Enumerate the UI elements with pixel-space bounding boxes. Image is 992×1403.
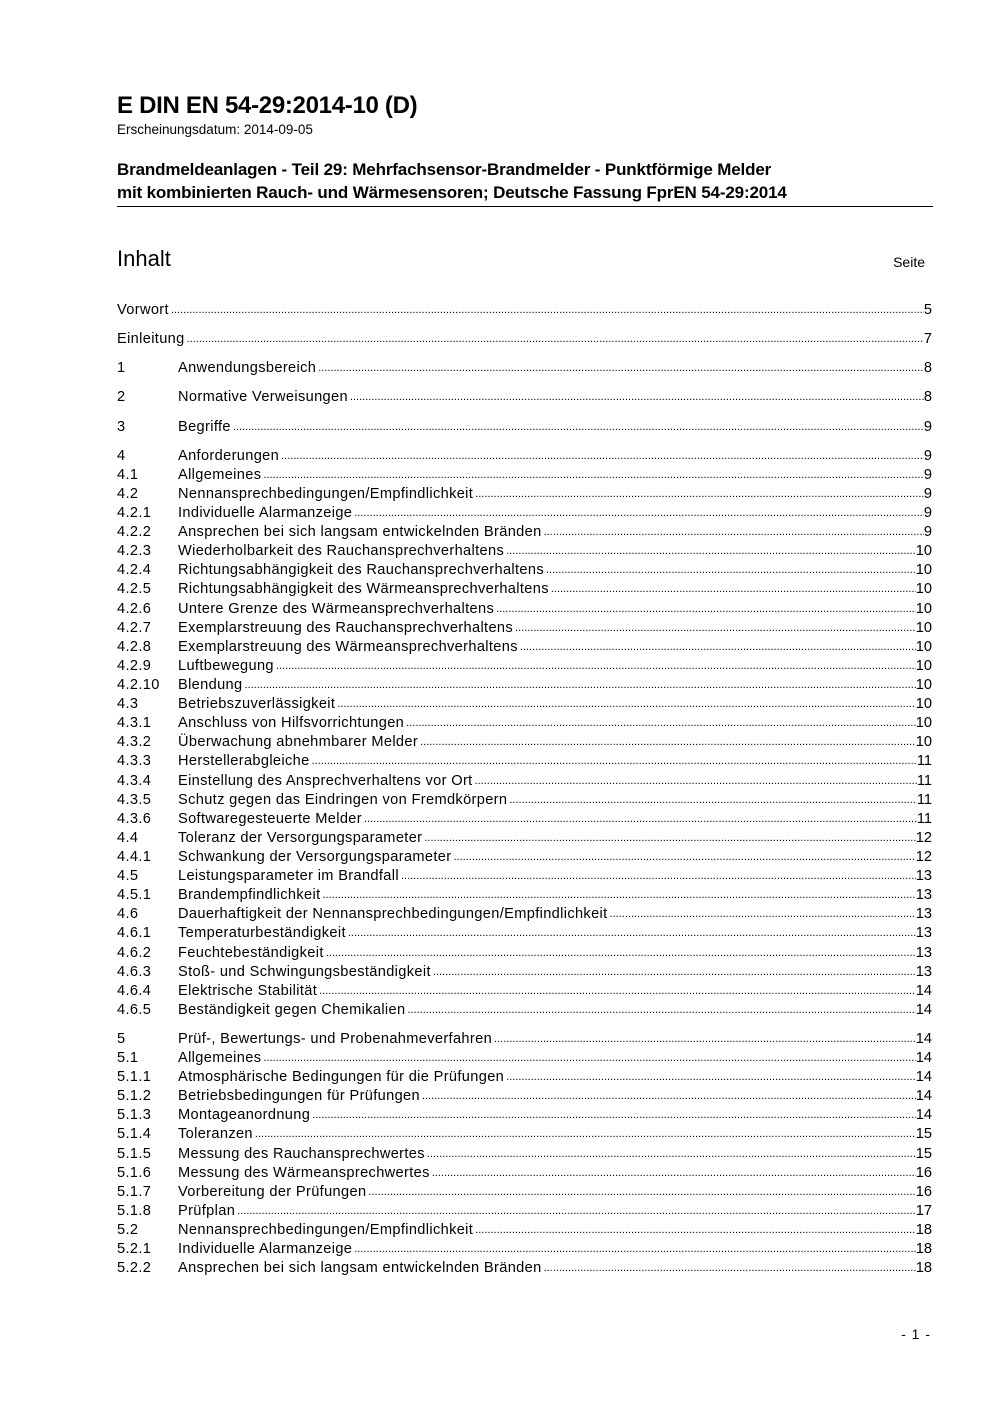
toc-leader-dots [608,905,916,924]
toc-entry-title: Ansprechen bei sich langsam entwickelnden Bränden [178,524,542,541]
toc-entry-title: Wiederholbarkeit des Rauchansprechverhaltens [178,543,505,560]
toc-entry[interactable] [117,388,932,407]
toc-entry-page: 17 [915,1202,932,1219]
toc-leader-dots [473,1221,916,1240]
toc-entry-page: 12 [915,829,932,846]
toc-leader-dots [366,1183,915,1202]
toc-entry-number: 4.2.9 [117,657,152,674]
publication-date: Erscheinungsdatum: 2014-09-05 [117,122,313,137]
toc-entry-title: Nennansprechbedingungen/Empfindlichkeit [178,485,474,502]
toc-entry-number: 1 [117,360,126,377]
toc-entry-number: 5.2.2 [117,1260,152,1277]
toc-entry[interactable] [117,1259,932,1278]
toc-entry-page: 10 [915,715,932,732]
toc-entry-title: Messung des Rauchansprechwertes [178,1145,425,1162]
toc-entry-number: 5 [117,1030,126,1047]
toc-entry-number: 4.5.1 [117,887,152,904]
toc-entry-page: 14 [915,1069,932,1086]
toc-entry-title: Richtungsabhängigkeit des Wärmeansprechverhaltens [178,581,549,598]
toc-entry[interactable] [117,561,932,580]
toc-entry[interactable] [117,924,932,943]
toc-entry-number: 4.6.5 [117,1001,152,1018]
toc-entry[interactable] [117,867,932,886]
toc-entry-number: 4.2.8 [117,638,152,655]
toc-leader-dots [504,1068,916,1087]
toc-entry-number: 4.4.1 [117,848,152,865]
toc-entry-page: 13 [915,906,932,923]
toc-entry-number: 5.1.7 [117,1183,152,1200]
toc-entry-title: Schutz gegen das Eindringen von Fremdkörpern [178,791,508,808]
toc-leader-dots [549,580,916,599]
toc-entry-number: 4.6.2 [117,944,152,961]
toc-entry-number: 4.2.10 [117,676,160,693]
toc-entry-page: 10 [915,638,932,655]
toc-leader-dots [346,924,916,943]
document-subtitle [117,158,933,204]
toc-entry-title: Brandempfindlichkeit [178,887,321,904]
toc-entry-title: Softwaregesteuerte Melder [178,810,362,827]
toc-entry-page: 10 [915,562,932,579]
toc-entry-title: Toleranz der Versorgungsparameter [178,829,423,846]
toc-entry-number: 5.1.4 [117,1126,152,1143]
toc-entry-number: 4.6.1 [117,925,152,942]
toc-leader-dots [242,676,915,695]
toc-leader-dots [422,829,915,848]
toc-entry[interactable] [117,1106,932,1125]
toc-entry-title: Atmosphärische Bedingungen für die Prüfungen [178,1069,505,1086]
toc-entry-page: 10 [915,619,932,636]
toc-entry-number: 5.1.6 [117,1164,152,1181]
toc-entry-page: 13 [915,944,932,961]
toc-entry-title: Individuelle Alarmanzeige [178,504,353,521]
toc-entry[interactable] [117,1001,932,1020]
toc-leader-dots [310,752,917,771]
toc-entry-title: Prüfplan [178,1202,236,1219]
toc-entry[interactable] [117,504,932,523]
toc-entry[interactable] [117,1030,932,1049]
toc-entry[interactable] [117,1068,932,1087]
toc-entry-title: Untere Grenze des Wärmeansprechverhaltens [178,600,495,617]
toc-entry-page: 13 [915,925,932,942]
toc-entry-page: 5 [923,302,932,319]
toc-entry[interactable] [117,447,932,466]
toc-entry-page: 9 [923,466,932,483]
toc-entry-page: 10 [915,600,932,617]
toc-entry-number: 4.3.2 [117,734,152,751]
toc-entry[interactable] [117,580,932,599]
table-of-contents [117,301,932,1278]
toc-entry-page: 9 [923,485,932,502]
toc-entry[interactable] [117,1221,932,1240]
toc-entry-title: Anwendungsbereich [178,360,317,377]
toc-leader-dots [473,485,924,504]
toc-entry[interactable] [117,982,932,1001]
toc-entry-title: Betriebszuverlässigkeit [178,696,336,713]
toc-entry-page: 13 [915,868,932,885]
toc-entry-page: 10 [915,543,932,560]
toc-leader-dots [320,886,915,905]
toc-leader-dots [431,963,916,982]
toc-entry[interactable] [117,657,932,676]
toc-leader-dots [504,542,916,561]
toc-leader-dots [235,1202,916,1221]
toc-entry-title: Normative Verweisungen [178,389,348,406]
toc-entry-number: 4 [117,447,126,464]
toc-entry-number: 4.4 [117,829,139,846]
toc-heading: Inhalt [117,246,171,271]
toc-entry-page: 16 [915,1164,932,1181]
toc-entry-number: 4.2.4 [117,562,152,579]
toc-leader-dots [274,657,916,676]
toc-entry-title: Vorbereitung der Prüfungen [178,1183,367,1200]
toc-leader-dots [544,561,916,580]
toc-entry[interactable] [117,963,932,982]
toc-entry[interactable] [117,848,932,867]
toc-entry[interactable] [117,1125,932,1144]
toc-entry-title: Leistungsparameter im Brandfall [178,868,399,885]
toc-leader-dots [317,982,916,1001]
toc-entry-page: 11 [916,810,932,827]
toc-entry-title: Einstellung des Ansprechverhaltens vor Ort [178,772,473,789]
toc-entry[interactable] [117,1164,932,1183]
toc-entry-number: 5.2 [117,1222,139,1239]
toc-entry[interactable] [117,1240,932,1259]
toc-leader-dots [261,466,924,485]
toc-entry-page: 15 [915,1126,932,1143]
toc-leader-dots [542,523,924,542]
toc-leader-dots [352,504,924,523]
toc-entry-page: 16 [915,1183,932,1200]
toc-leader-dots [404,714,916,733]
toc-entry-number: 4.5 [117,868,139,885]
toc-entry-page: 11 [916,753,932,770]
toc-entry-number: 4.6 [117,906,139,923]
toc-entry[interactable] [117,599,932,618]
toc-leader-dots [316,359,924,378]
toc-leader-dots [231,418,924,437]
toc-entry-title: Überwachung abnehmbarer Melder [178,734,419,751]
toc-leader-dots [494,600,916,619]
toc-entry[interactable] [117,695,932,714]
toc-entry-page: 18 [915,1260,932,1277]
toc-leader-dots [324,944,916,963]
toc-entry-page: 14 [915,1030,932,1047]
toc-entry-number: 5.1.1 [117,1069,152,1086]
toc-entry[interactable] [117,733,932,752]
toc-entry-title: Nennansprechbedingungen/Empfindlichkeit [178,1222,474,1239]
toc-entry[interactable] [117,330,932,349]
toc-entry[interactable] [117,886,932,905]
toc-entry[interactable] [117,714,932,733]
toc-entry-number: 4.2.3 [117,543,152,560]
toc-entry-title: Elektrische Stabilität [178,982,318,999]
toc-leader-dots [362,810,917,829]
toc-entry-page: 10 [915,696,932,713]
toc-entry-page: 14 [915,1107,932,1124]
toc-entry-page: 12 [915,848,932,865]
toc-entry[interactable] [117,638,932,657]
toc-entry-title: Schwankung der Versorgungsparameter [178,848,452,865]
toc-leader-dots [279,447,924,466]
toc-leader-dots [399,867,916,886]
toc-entry-title: Ansprechen bei sich langsam entwickelnden Bränden [178,1260,542,1277]
toc-entry-title: Allgemeines [178,466,262,483]
toc-entry[interactable] [117,619,932,638]
toc-entry[interactable] [117,417,932,436]
toc-entry-title: Montageanordnung [178,1107,311,1124]
toc-entry-number: 5.1.8 [117,1202,152,1219]
toc-entry-title: Herstellerabgleiche [178,753,310,770]
toc-entry-number: 5.1 [117,1050,139,1067]
toc-entry[interactable] [117,943,932,962]
toc-entry-page: 7 [923,331,932,348]
toc-entry-number: 4.2.2 [117,524,152,541]
toc-entry-title: Exemplarstreuung des Rauchansprechverhaltens [178,619,514,636]
toc-entry-page: 10 [915,734,932,751]
toc-entry-number: 4.2 [117,485,139,502]
toc-entry-number: 2 [117,389,126,406]
toc-entry-title: Luftbewegung [178,657,274,674]
toc-entry-title: Stoß- und Schwingungsbeständigkeit [178,963,431,980]
subtitle-line-1: Brandmeldeanlagen - Teil 29: Mehrfachsensor-Brandmelder - Punktförmige Melder [117,160,772,179]
toc-entry-page: 11 [916,772,932,789]
toc-entry-number: 4.3.5 [117,791,152,808]
toc-entry-page: 11 [916,791,932,808]
toc-entry-page: 14 [915,982,932,999]
toc-entry-number: 4.3.1 [117,715,152,732]
toc-entry-title: Messung des Wärmeansprechwertes [178,1164,430,1181]
toc-leader-dots [513,619,916,638]
toc-entry-page: 18 [915,1241,932,1258]
page-number: - 1 - [901,1326,931,1342]
toc-entry-number: 4.1 [117,466,139,483]
toc-leader-dots [185,330,924,349]
toc-entry-number: 5.2.1 [117,1241,152,1258]
toc-entry-page: 9 [923,447,932,464]
toc-entry-number: 4.2.6 [117,600,152,617]
subtitle-line-2: mit kombinierten Rauch- und Wärmesensoren; Deutsche Fassung FprEN 54-29:2014 [117,183,787,202]
toc-entry-number: 4.6.4 [117,982,152,999]
toc-entry[interactable] [117,905,932,924]
toc-entry-page: 14 [915,1001,932,1018]
toc-entry-title: Vorwort [117,302,169,319]
toc-leader-dots [261,1049,915,1068]
toc-entry-page: 13 [915,963,932,980]
toc-entry-number: 4.2.5 [117,581,152,598]
toc-entry[interactable] [117,1087,932,1106]
toc-entry-page: 8 [923,389,932,406]
toc-entry-title: Exemplarstreuung des Wärmeansprechverhaltens [178,638,518,655]
toc-entry-page: 10 [915,676,932,693]
document-title: E DIN EN 54-29:2014-10 (D) [117,92,418,119]
toc-entry[interactable] [117,752,932,771]
toc-entry-title: Einleitung [117,331,185,348]
header-divider [117,206,933,207]
toc-entry-number: 4.3.6 [117,810,152,827]
toc-entry[interactable] [117,466,932,485]
toc-entry[interactable] [117,485,932,504]
toc-entry-number: 4.6.3 [117,963,152,980]
toc-entry-number: 4.3.4 [117,772,152,789]
toc-entry-page: 18 [915,1222,932,1239]
toc-entry-title: Temperaturbeständigkeit [178,925,346,942]
toc-entry-page: 14 [915,1088,932,1105]
toc-page-column-label: Seite [893,254,925,270]
toc-entry-number: 4.3 [117,696,139,713]
toc-leader-dots [451,848,915,867]
toc-entry[interactable] [117,359,932,378]
toc-leader-dots [507,791,916,810]
toc-leader-dots [430,1164,916,1183]
toc-entry[interactable] [117,1144,932,1163]
toc-entry-page: 9 [923,504,932,521]
toc-entry[interactable] [117,829,932,848]
toc-entry-page: 9 [923,418,932,435]
toc-entry[interactable] [117,771,932,790]
toc-leader-dots [518,638,916,657]
toc-leader-dots [405,1001,915,1020]
toc-entry-page: 10 [915,657,932,674]
toc-leader-dots [418,733,916,752]
toc-entry-page: 9 [923,524,932,541]
toc-entry-page: 8 [923,360,932,377]
toc-leader-dots [542,1259,916,1278]
toc-entry[interactable] [117,542,932,561]
toc-entry-title: Toleranzen [178,1126,253,1143]
toc-entry-title: Beständigkeit gegen Chemikalien [178,1001,406,1018]
toc-leader-dots [253,1125,916,1144]
toc-entry-number: 4.2.1 [117,504,152,521]
toc-entry-title: Anschluss von Hilfsvorrichtungen [178,715,405,732]
toc-leader-dots [169,301,924,320]
toc-entry[interactable] [117,301,932,320]
toc-entry-page: 15 [915,1145,932,1162]
toc-entry-title: Dauerhaftigkeit der Nennansprechbedingungen/Empfindlichkeit [178,906,608,923]
toc-entry-title: Begriffe [178,418,231,435]
toc-leader-dots [335,695,915,714]
toc-leader-dots [492,1030,916,1049]
toc-leader-dots [352,1240,916,1259]
toc-entry-title: Feuchtebeständigkeit [178,944,324,961]
toc-entry[interactable] [117,810,932,829]
toc-entry-title: Richtungsabhängigkeit des Rauchansprechverhaltens [178,562,545,579]
toc-leader-dots [310,1106,916,1125]
toc-entry-page: 10 [915,581,932,598]
toc-entry[interactable] [117,1202,932,1221]
toc-entry[interactable] [117,523,932,542]
toc-entry-title: Betriebsbedingungen für Prüfungen [178,1088,420,1105]
toc-entry-number: 4.2.7 [117,619,152,636]
toc-entry-page: 14 [915,1050,932,1067]
toc-entry-title: Individuelle Alarmanzeige [178,1241,353,1258]
toc-entry-title: Prüf-, Bewertungs- und Probenahmeverfahren [178,1030,493,1047]
toc-entry-number: 5.1.3 [117,1107,152,1124]
toc-entry[interactable] [117,1183,932,1202]
toc-leader-dots [348,388,924,407]
toc-leader-dots [425,1145,916,1164]
toc-entry-number: 5.1.2 [117,1088,152,1105]
toc-entry-title: Allgemeines [178,1050,262,1067]
toc-entry-page: 13 [915,887,932,904]
toc-leader-dots [473,772,917,791]
toc-entry-title: Anforderungen [178,447,280,464]
toc-leader-dots [420,1087,916,1106]
toc-entry-number: 4.3.3 [117,753,152,770]
toc-entry[interactable] [117,676,932,695]
toc-entry[interactable] [117,791,932,810]
toc-entry-title: Blendung [178,676,243,693]
toc-entry-number: 5.1.5 [117,1145,152,1162]
toc-entry[interactable] [117,1049,932,1068]
toc-entry-number: 3 [117,418,126,435]
